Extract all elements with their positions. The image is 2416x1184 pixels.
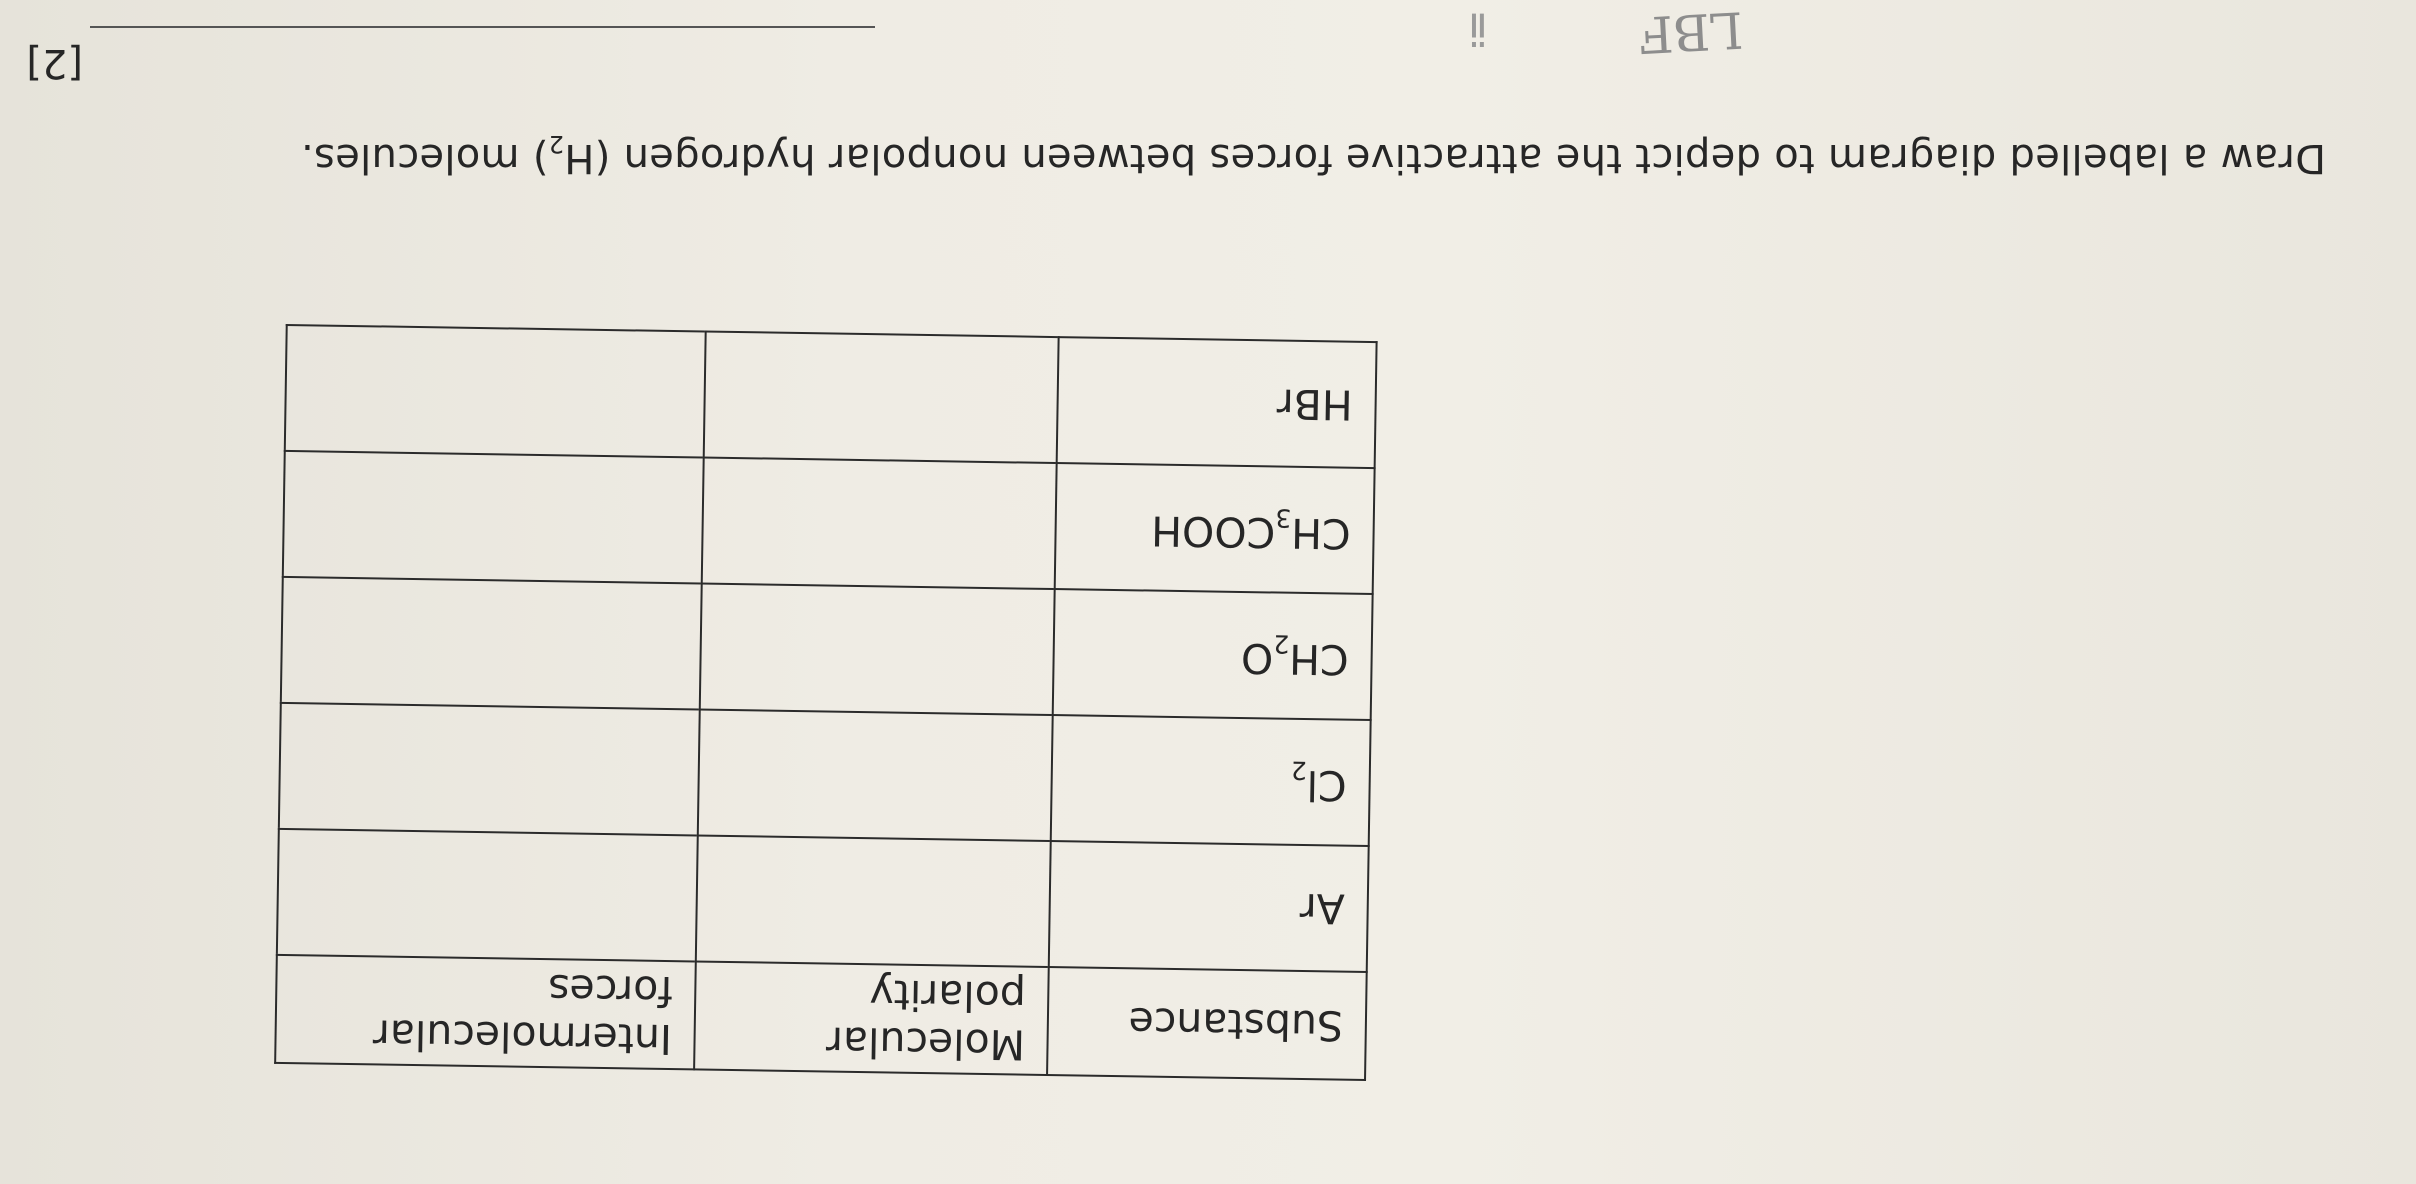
formula-tail: COOH [1150,506,1276,557]
substance-cell: Ar [1049,841,1368,972]
header-intermolecular-forces: Intermolecular forces [275,955,696,1070]
answer-line [90,26,875,28]
table-row [279,703,1371,846]
header-molecular-polarity: Molecular polarity [694,961,1049,1075]
header-substance: Substance [1048,967,1367,1080]
table-row [277,829,1369,972]
formula-main: CH [1288,634,1349,684]
formula-main: CH [1290,508,1351,558]
forces-cell [277,829,698,962]
question-subscript: 2 [548,130,565,158]
question-text-after: ) molecules. [300,135,549,181]
formula-subscript: 2 [1290,755,1308,785]
formula-main: Cl [1306,760,1348,810]
polarity-cell [702,458,1057,590]
forces-cell [285,325,706,458]
polarity-cell [698,709,1053,841]
formula-tail: O [1240,633,1274,683]
forces-cell [279,703,700,836]
polarity-cell [700,584,1055,716]
intermolecular-forces-table [274,324,1377,1081]
handwritten-note: LBF [1636,0,1745,64]
question-text-before: Draw a labelled diagram to depict the attractive forces between nonpolar hydrogen (H [564,135,2326,181]
table-row [285,325,1377,468]
forces-cell [281,577,702,710]
forces-cell [283,451,704,584]
question-instruction [301,130,2326,181]
substance-cell [1055,463,1374,594]
handwritten-tick: ⅱ [1467,3,1488,54]
polarity-cell [704,332,1059,464]
table-row [281,577,1373,720]
polarity-cell [696,835,1051,967]
marks-allocation: [2] [26,40,83,86]
substance-cell: HBr [1057,337,1376,468]
substance-cell [1053,589,1372,720]
substance-cell [1051,715,1370,846]
formula-subscript: 2 [1273,628,1290,659]
formula-subscript: 3 [1275,502,1292,533]
table-header-row [275,955,1367,1080]
table-row [283,451,1375,594]
